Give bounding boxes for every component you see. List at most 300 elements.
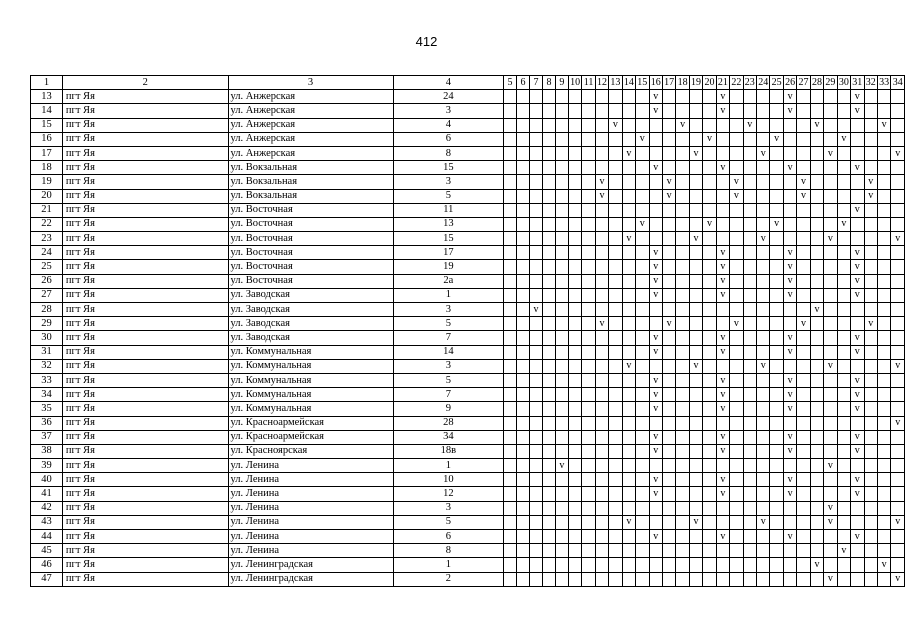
empty-cell bbox=[530, 487, 543, 501]
empty-cell bbox=[730, 345, 743, 359]
empty-cell bbox=[824, 118, 837, 132]
street-cell: ул. Заводская bbox=[228, 288, 393, 302]
empty-cell bbox=[609, 430, 622, 444]
empty-cell bbox=[636, 501, 649, 515]
empty-cell bbox=[609, 530, 622, 544]
empty-cell bbox=[716, 132, 729, 146]
column-header: 16 bbox=[649, 76, 662, 90]
empty-cell bbox=[636, 515, 649, 529]
house-number-cell: 6 bbox=[393, 530, 503, 544]
empty-cell bbox=[636, 161, 649, 175]
mark-cell: v bbox=[716, 373, 729, 387]
empty-cell bbox=[568, 331, 581, 345]
mark-cell: v bbox=[783, 260, 796, 274]
empty-cell bbox=[824, 558, 837, 572]
empty-cell bbox=[568, 118, 581, 132]
street-cell: ул. Ленинградская bbox=[228, 572, 393, 586]
row-number-cell: 21 bbox=[31, 203, 63, 217]
mark-cell: v bbox=[783, 288, 796, 302]
house-number-cell: 5 bbox=[393, 515, 503, 529]
empty-cell bbox=[582, 373, 595, 387]
empty-cell bbox=[649, 359, 662, 373]
empty-cell bbox=[622, 544, 635, 558]
empty-cell bbox=[851, 572, 864, 586]
empty-cell bbox=[582, 217, 595, 231]
street-cell: ул. Ленина bbox=[228, 530, 393, 544]
empty-cell bbox=[743, 544, 756, 558]
empty-cell bbox=[517, 217, 530, 231]
empty-cell bbox=[891, 246, 905, 260]
locality-cell: пгт Яя bbox=[62, 161, 228, 175]
empty-cell bbox=[810, 246, 823, 260]
empty-cell bbox=[783, 515, 796, 529]
empty-cell bbox=[595, 515, 608, 529]
empty-cell bbox=[530, 444, 543, 458]
mark-cell: v bbox=[649, 487, 662, 501]
empty-cell bbox=[542, 359, 555, 373]
empty-cell bbox=[676, 459, 689, 473]
table-row bbox=[31, 175, 905, 189]
locality-cell: пгт Яя bbox=[62, 544, 228, 558]
empty-cell bbox=[622, 203, 635, 217]
empty-cell bbox=[662, 402, 675, 416]
empty-cell bbox=[622, 217, 635, 231]
table-row bbox=[31, 104, 905, 118]
row-number-cell: 33 bbox=[31, 373, 63, 387]
empty-cell bbox=[555, 515, 568, 529]
column-header: 7 bbox=[530, 76, 543, 90]
house-number-cell: 34 bbox=[393, 430, 503, 444]
empty-cell bbox=[649, 459, 662, 473]
empty-cell bbox=[783, 146, 796, 160]
mark-cell: v bbox=[716, 530, 729, 544]
empty-cell bbox=[622, 189, 635, 203]
empty-cell bbox=[542, 558, 555, 572]
mark-cell: v bbox=[649, 473, 662, 487]
empty-cell bbox=[824, 345, 837, 359]
empty-cell bbox=[757, 416, 770, 430]
empty-cell bbox=[609, 487, 622, 501]
house-number-cell: 3 bbox=[393, 104, 503, 118]
empty-cell bbox=[582, 515, 595, 529]
empty-cell bbox=[757, 303, 770, 317]
empty-cell bbox=[743, 402, 756, 416]
empty-cell bbox=[891, 118, 905, 132]
mark-cell: v bbox=[783, 444, 796, 458]
empty-cell bbox=[649, 303, 662, 317]
table-row bbox=[31, 530, 905, 544]
empty-cell bbox=[864, 90, 877, 104]
column-header: 23 bbox=[743, 76, 756, 90]
empty-cell bbox=[757, 175, 770, 189]
empty-cell bbox=[810, 90, 823, 104]
column-header: 11 bbox=[582, 76, 595, 90]
empty-cell bbox=[743, 317, 756, 331]
street-cell: ул. Ленина bbox=[228, 515, 393, 529]
empty-cell bbox=[568, 288, 581, 302]
mark-cell: v bbox=[649, 373, 662, 387]
empty-cell bbox=[770, 430, 783, 444]
empty-cell bbox=[689, 558, 702, 572]
empty-cell bbox=[555, 402, 568, 416]
empty-cell bbox=[891, 175, 905, 189]
empty-cell bbox=[824, 402, 837, 416]
empty-cell bbox=[517, 572, 530, 586]
house-number-cell: 7 bbox=[393, 331, 503, 345]
street-cell: ул. Красноармейская bbox=[228, 416, 393, 430]
table-row bbox=[31, 359, 905, 373]
empty-cell bbox=[517, 501, 530, 515]
mark-cell: v bbox=[689, 146, 702, 160]
empty-cell bbox=[636, 530, 649, 544]
empty-cell bbox=[797, 444, 810, 458]
empty-cell bbox=[810, 459, 823, 473]
table-row bbox=[31, 558, 905, 572]
empty-cell bbox=[757, 402, 770, 416]
street-cell: ул. Восточная bbox=[228, 232, 393, 246]
mark-cell: v bbox=[851, 444, 864, 458]
empty-cell bbox=[783, 359, 796, 373]
empty-cell bbox=[568, 203, 581, 217]
locality-cell: пгт Яя bbox=[62, 175, 228, 189]
empty-cell bbox=[504, 558, 517, 572]
empty-cell bbox=[542, 90, 555, 104]
schedule-table bbox=[30, 75, 905, 587]
empty-cell bbox=[530, 572, 543, 586]
empty-cell bbox=[877, 217, 890, 231]
empty-cell bbox=[797, 132, 810, 146]
empty-cell bbox=[622, 317, 635, 331]
row-number-cell: 31 bbox=[31, 345, 63, 359]
empty-cell bbox=[703, 402, 716, 416]
empty-cell bbox=[649, 189, 662, 203]
empty-cell bbox=[662, 90, 675, 104]
empty-cell bbox=[730, 203, 743, 217]
mark-cell: v bbox=[609, 118, 622, 132]
empty-cell bbox=[703, 388, 716, 402]
empty-cell bbox=[824, 530, 837, 544]
empty-cell bbox=[757, 473, 770, 487]
empty-cell bbox=[504, 246, 517, 260]
empty-cell bbox=[555, 558, 568, 572]
column-header: 33 bbox=[877, 76, 890, 90]
empty-cell bbox=[703, 317, 716, 331]
empty-cell bbox=[676, 331, 689, 345]
empty-cell bbox=[770, 558, 783, 572]
column-header: 1 bbox=[31, 76, 63, 90]
empty-cell bbox=[757, 260, 770, 274]
empty-cell bbox=[851, 416, 864, 430]
mark-cell: v bbox=[649, 288, 662, 302]
empty-cell bbox=[851, 217, 864, 231]
empty-cell bbox=[582, 146, 595, 160]
empty-cell bbox=[837, 359, 850, 373]
empty-cell bbox=[824, 388, 837, 402]
street-cell: ул. Заводская bbox=[228, 331, 393, 345]
empty-cell bbox=[530, 402, 543, 416]
empty-cell bbox=[703, 530, 716, 544]
empty-cell bbox=[877, 473, 890, 487]
table-row bbox=[31, 217, 905, 231]
empty-cell bbox=[582, 345, 595, 359]
empty-cell bbox=[837, 317, 850, 331]
empty-cell bbox=[757, 487, 770, 501]
empty-cell bbox=[851, 146, 864, 160]
empty-cell bbox=[622, 274, 635, 288]
empty-cell bbox=[555, 345, 568, 359]
empty-cell bbox=[743, 260, 756, 274]
mark-cell: v bbox=[824, 359, 837, 373]
empty-cell bbox=[622, 402, 635, 416]
empty-cell bbox=[530, 515, 543, 529]
empty-cell bbox=[877, 373, 890, 387]
empty-cell bbox=[568, 274, 581, 288]
mark-cell: v bbox=[716, 345, 729, 359]
mark-cell: v bbox=[716, 288, 729, 302]
empty-cell bbox=[810, 217, 823, 231]
empty-cell bbox=[542, 430, 555, 444]
empty-cell bbox=[864, 530, 877, 544]
table-row bbox=[31, 317, 905, 331]
empty-cell bbox=[797, 558, 810, 572]
empty-cell bbox=[609, 317, 622, 331]
empty-cell bbox=[530, 288, 543, 302]
empty-cell bbox=[595, 444, 608, 458]
empty-cell bbox=[662, 359, 675, 373]
empty-cell bbox=[864, 246, 877, 260]
empty-cell bbox=[622, 558, 635, 572]
column-header: 2 bbox=[62, 76, 228, 90]
empty-cell bbox=[703, 345, 716, 359]
locality-cell: пгт Яя bbox=[62, 558, 228, 572]
empty-cell bbox=[555, 161, 568, 175]
table-row bbox=[31, 90, 905, 104]
empty-cell bbox=[864, 416, 877, 430]
empty-cell bbox=[582, 260, 595, 274]
empty-cell bbox=[891, 161, 905, 175]
empty-cell bbox=[810, 132, 823, 146]
empty-cell bbox=[530, 430, 543, 444]
empty-cell bbox=[676, 345, 689, 359]
empty-cell bbox=[837, 288, 850, 302]
house-number-cell: 1 bbox=[393, 288, 503, 302]
empty-cell bbox=[530, 104, 543, 118]
empty-cell bbox=[703, 459, 716, 473]
empty-cell bbox=[568, 572, 581, 586]
empty-cell bbox=[891, 373, 905, 387]
empty-cell bbox=[757, 189, 770, 203]
street-cell: ул. Коммунальная bbox=[228, 402, 393, 416]
mark-cell: v bbox=[851, 530, 864, 544]
empty-cell bbox=[595, 246, 608, 260]
empty-cell bbox=[837, 104, 850, 118]
empty-cell bbox=[837, 260, 850, 274]
empty-cell bbox=[837, 402, 850, 416]
empty-cell bbox=[662, 246, 675, 260]
empty-cell bbox=[877, 430, 890, 444]
empty-cell bbox=[743, 132, 756, 146]
empty-cell bbox=[703, 487, 716, 501]
empty-cell bbox=[636, 203, 649, 217]
empty-cell bbox=[582, 487, 595, 501]
empty-cell bbox=[636, 118, 649, 132]
mark-cell: v bbox=[837, 217, 850, 231]
empty-cell bbox=[555, 544, 568, 558]
empty-cell bbox=[504, 288, 517, 302]
page-number: 412 bbox=[415, 34, 438, 49]
empty-cell bbox=[676, 530, 689, 544]
empty-cell bbox=[649, 515, 662, 529]
empty-cell bbox=[582, 203, 595, 217]
empty-cell bbox=[649, 146, 662, 160]
empty-cell bbox=[716, 146, 729, 160]
empty-cell bbox=[530, 473, 543, 487]
empty-cell bbox=[743, 203, 756, 217]
mark-cell: v bbox=[797, 175, 810, 189]
empty-cell bbox=[703, 90, 716, 104]
empty-cell bbox=[609, 402, 622, 416]
empty-cell bbox=[824, 217, 837, 231]
mark-cell: v bbox=[757, 359, 770, 373]
empty-cell bbox=[582, 175, 595, 189]
street-cell: ул. Коммунальная bbox=[228, 388, 393, 402]
row-number-cell: 20 bbox=[31, 189, 63, 203]
empty-cell bbox=[609, 90, 622, 104]
empty-cell bbox=[609, 288, 622, 302]
empty-cell bbox=[743, 572, 756, 586]
empty-cell bbox=[837, 558, 850, 572]
mark-cell: v bbox=[757, 232, 770, 246]
house-number-cell: 2 bbox=[393, 572, 503, 586]
empty-cell bbox=[730, 402, 743, 416]
empty-cell bbox=[568, 501, 581, 515]
table-row bbox=[31, 515, 905, 529]
empty-cell bbox=[824, 203, 837, 217]
empty-cell bbox=[770, 515, 783, 529]
mark-cell: v bbox=[689, 515, 702, 529]
empty-cell bbox=[517, 274, 530, 288]
empty-cell bbox=[504, 388, 517, 402]
empty-cell bbox=[622, 175, 635, 189]
empty-cell bbox=[517, 104, 530, 118]
empty-cell bbox=[517, 373, 530, 387]
street-cell: ул. Заводская bbox=[228, 303, 393, 317]
empty-cell bbox=[517, 331, 530, 345]
street-cell: ул. Восточная bbox=[228, 260, 393, 274]
empty-cell bbox=[595, 402, 608, 416]
empty-cell bbox=[877, 303, 890, 317]
empty-cell bbox=[568, 260, 581, 274]
empty-cell bbox=[810, 331, 823, 345]
table-row bbox=[31, 444, 905, 458]
house-number-cell: 8 bbox=[393, 146, 503, 160]
empty-cell bbox=[622, 345, 635, 359]
mark-cell: v bbox=[649, 331, 662, 345]
empty-cell bbox=[864, 544, 877, 558]
empty-cell bbox=[649, 558, 662, 572]
mark-cell: v bbox=[622, 232, 635, 246]
empty-cell bbox=[716, 459, 729, 473]
empty-cell bbox=[743, 416, 756, 430]
empty-cell bbox=[837, 161, 850, 175]
empty-cell bbox=[783, 558, 796, 572]
street-cell: ул. Коммунальная bbox=[228, 373, 393, 387]
empty-cell bbox=[504, 260, 517, 274]
empty-cell bbox=[517, 288, 530, 302]
mark-cell: v bbox=[716, 430, 729, 444]
empty-cell bbox=[703, 161, 716, 175]
mark-cell: v bbox=[649, 402, 662, 416]
empty-cell bbox=[891, 402, 905, 416]
empty-cell bbox=[517, 189, 530, 203]
mark-cell: v bbox=[851, 104, 864, 118]
empty-cell bbox=[609, 416, 622, 430]
empty-cell bbox=[636, 345, 649, 359]
empty-cell bbox=[676, 303, 689, 317]
mark-cell: v bbox=[837, 132, 850, 146]
empty-cell bbox=[676, 430, 689, 444]
empty-cell bbox=[837, 501, 850, 515]
empty-cell bbox=[797, 260, 810, 274]
empty-cell bbox=[676, 373, 689, 387]
empty-cell bbox=[757, 373, 770, 387]
empty-cell bbox=[837, 331, 850, 345]
empty-cell bbox=[595, 331, 608, 345]
empty-cell bbox=[662, 544, 675, 558]
empty-cell bbox=[783, 217, 796, 231]
empty-cell bbox=[504, 515, 517, 529]
empty-cell bbox=[517, 345, 530, 359]
empty-cell bbox=[636, 544, 649, 558]
empty-cell bbox=[555, 416, 568, 430]
empty-cell bbox=[810, 473, 823, 487]
empty-cell bbox=[530, 217, 543, 231]
empty-cell bbox=[824, 473, 837, 487]
street-cell: ул. Восточная bbox=[228, 203, 393, 217]
empty-cell bbox=[555, 232, 568, 246]
house-number-cell: 8 bbox=[393, 544, 503, 558]
empty-cell bbox=[609, 501, 622, 515]
empty-cell bbox=[877, 359, 890, 373]
empty-cell bbox=[530, 388, 543, 402]
empty-cell bbox=[797, 459, 810, 473]
house-number-cell: 24 bbox=[393, 90, 503, 104]
empty-cell bbox=[504, 203, 517, 217]
empty-cell bbox=[783, 303, 796, 317]
empty-cell bbox=[810, 203, 823, 217]
empty-cell bbox=[622, 501, 635, 515]
empty-cell bbox=[649, 132, 662, 146]
empty-cell bbox=[517, 203, 530, 217]
empty-cell bbox=[517, 544, 530, 558]
empty-cell bbox=[542, 232, 555, 246]
empty-cell bbox=[636, 331, 649, 345]
locality-cell: пгт Яя bbox=[62, 473, 228, 487]
empty-cell bbox=[689, 345, 702, 359]
empty-cell bbox=[568, 430, 581, 444]
mark-cell: v bbox=[783, 473, 796, 487]
column-header: 17 bbox=[662, 76, 675, 90]
empty-cell bbox=[757, 444, 770, 458]
empty-cell bbox=[595, 473, 608, 487]
empty-cell bbox=[716, 175, 729, 189]
empty-cell bbox=[636, 189, 649, 203]
house-number-cell: 9 bbox=[393, 402, 503, 416]
house-number-cell: 4 bbox=[393, 118, 503, 132]
mark-cell: v bbox=[783, 430, 796, 444]
empty-cell bbox=[864, 274, 877, 288]
empty-cell bbox=[568, 459, 581, 473]
